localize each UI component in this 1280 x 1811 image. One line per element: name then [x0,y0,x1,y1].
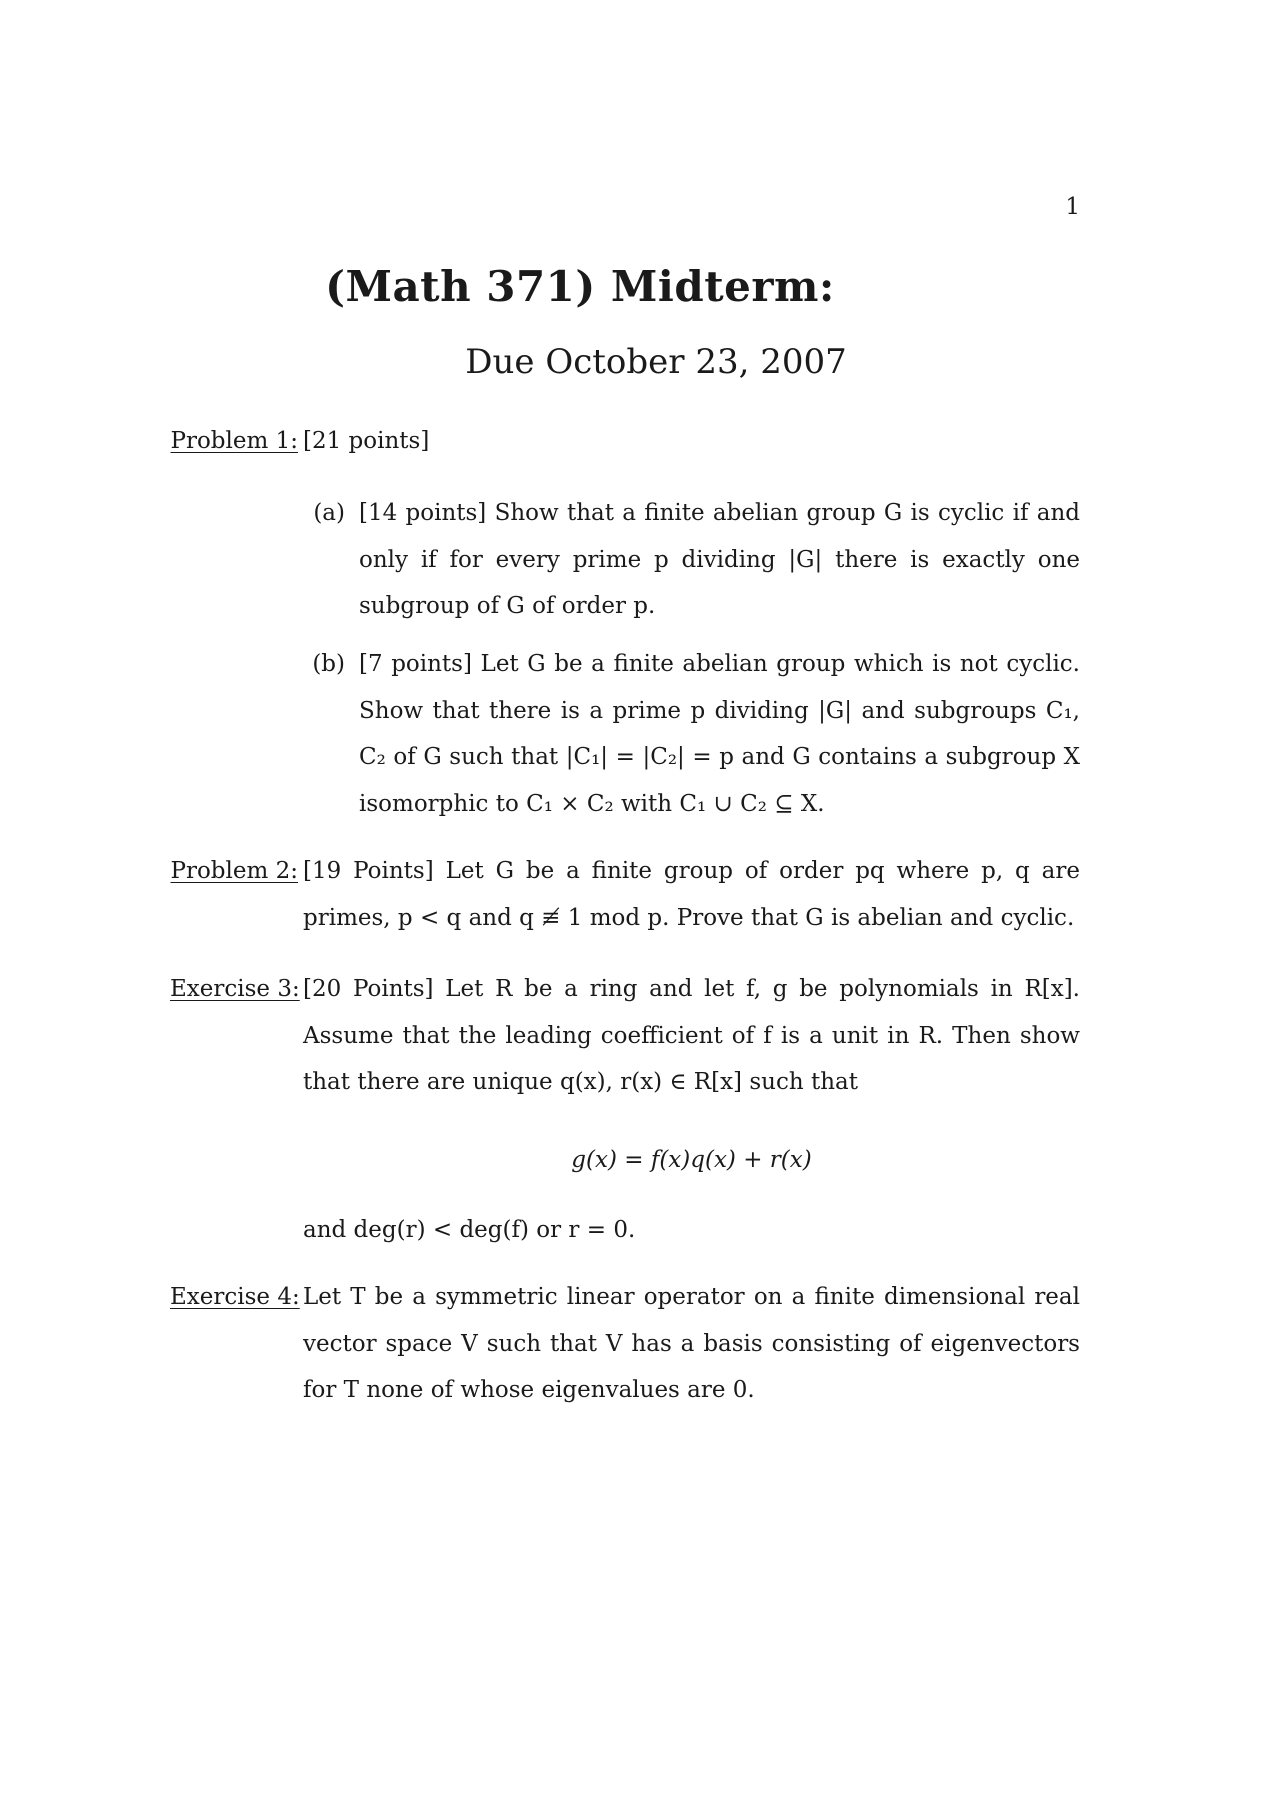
problem-1-part-b-label: (b) [312,651,345,677]
problem-1-label: Problem 1: [170,428,298,454]
page-subtitle: Due October 23, 2007 [465,342,847,382]
problem-2-label: Problem 2: [170,858,298,884]
problem-1-part-a-text: [14 points] Show that a finite abelian group G is cyclic if and only if for every prime p dividing |G| there is exactly one subgroup of G of order p. [359,500,1080,619]
exercise-3-equation: g(x) = f(x)q(x) + r(x) [571,1147,812,1173]
exercise-3 [170,966,1080,1106]
problem-2 [170,848,1080,941]
problem-2-text: [19 Points] Let G be a finite group of order pq where p, q are primes, p < q and q ≢ 1 mod p. Prove that G is abelian and cyclic. [303,858,1080,931]
problem-1-part-a-label: (a) [313,500,345,526]
exercise-4 [170,1274,1080,1414]
problem-1-part-b [305,641,1080,827]
exercise-4-label: Exercise 4: [170,1284,300,1310]
page-title: (Math 371) Midterm: [325,262,835,311]
problem-1-part-a [305,490,1080,630]
exercise-3-after-text: and deg(r) < deg(f) or r = 0. [303,1217,636,1243]
page-number: 1 [1065,194,1080,220]
problem-1-part-b-text: [7 points] Let G be a finite abelian group which is not cyclic. Show that there is a prime p dividing |G| and subgroups C₁, C₂ of G such that |C₁| = |C₂| = p and G contains a subgroup X isomorphic to C₁ × C₂ with C₁ ∪ C₂ ⊆ X. [359,651,1080,817]
exercise-3-label: Exercise 3: [170,976,300,1002]
problem-1-text: [21 points] [303,428,430,454]
exercise-4-text: Let T be a symmetric linear operator on a finite dimensional real vector space V such that V has a basis consisting of eigenvectors for T none of whose eigenvalues are 0. [303,1284,1080,1403]
problem-1 [170,418,1080,465]
exercise-3-text: [20 Points] Let R be a ring and let f, g be polynomials in R[x]. Assume that the leading coefficient of f is a unit in R. Then show that there are unique q(x), r(x) ∈ R[x] such that [303,976,1080,1095]
